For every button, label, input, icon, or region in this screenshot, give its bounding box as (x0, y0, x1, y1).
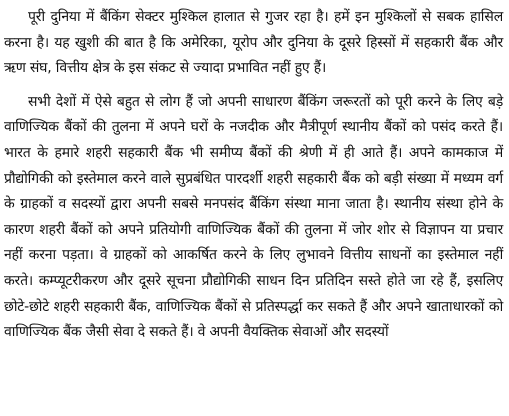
paragraph-1: पूरी दुनिया में बैंकिंग सेक्टर मुश्किल हालात से गुजर रहा है। हमें इन मुश्किलों से सबक हासिल करना है। यह खुशी की बात है कि अमेरिका, यूरोप और दुनिया के दूसरे हिस्सों में सहकारी बैंक और ऋण संघ, वित्तीय क्षेत्र के इस संकट से ज्यादा प्रभावित नहीं हुए हैं। (4, 9, 503, 77)
paragraph-2: सभी देशों में ऐसे बहुत से लोग हैं जो अपनी साधारण बैंकिंग जरूरतों को पूरी करने के लिए बड़े वाणिज्यिक बैंकों की तुलना में अपने घरों के नजदीक और मैत्रीपूर्ण स्थानीय बैंकों को पसंद करते हैं। भारत के हमारे शहरी सहकारी बैंक भी समीप्य बैंकों की श्रेणी में ही आते हैं। अपने कामकाज में प्रौद्योगिकी को इस्तेमाल करने वाले सुप्रबंधित पारदर्शी शहरी सहकारी बैंक को बड़ी संख्या में मध्यम वर्ग के ग्राहकों व सदस्यों द्वारा अपनी सबसे मनपसंद बैंकिंग संस्था माना जाता है। स्थानीय संस्था होने के कारण शहरी बैंकों को अपने प्रतियोगी वाणिज्यिक बैंकों की तुलना में जोर शोर से विज्ञापन या प्रचार नहीं करना पड़ता। वे ग्राहकों को आकर्षित करने के लिए लुभावने वित्तीय साधनों का इस्तेमाल नहीं करते। कम्प्यूटरीकरण और दूसरे सूचना प्रौद्योगिकी साधन दिन प्रतिदिन सस्ते होते जा रहे हैं, इसलिए छोटे-छोटे शहरी सहकारी बैंक, वाणिज्यिक बैंकों से प्रतिस्पर्द्धा कर सकते हैं और अपने खाताधारकों को वाणिज्यिक बैंक जैसी सेवा दे सकते हैं। वे अपनी वैयक्तिक सेवाओं और सदस्यों (4, 93, 503, 341)
